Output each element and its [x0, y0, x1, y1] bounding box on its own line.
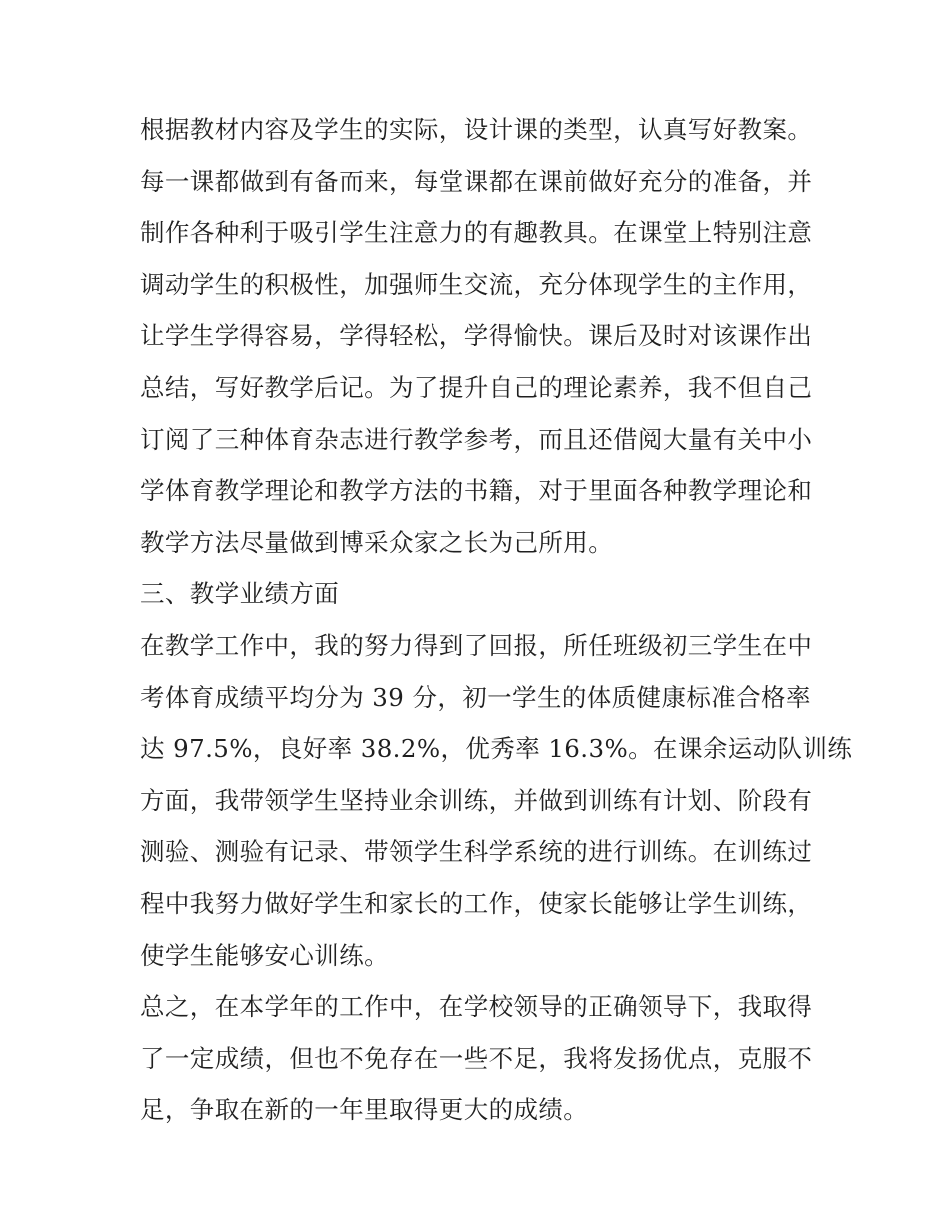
text-line-15: 测验、测验有记录、带领学生科学系统的进行训练。在训练过: [140, 837, 813, 867]
text-line-1: 根据教材内容及学生的实际，设计课的类型，认真写好教案。: [140, 115, 813, 144]
text-line-17: 使学生能够安心训练。: [140, 940, 389, 970]
text-line-2: 每一课都做到有备而来，每堂课都在课前做好充分的准备，并: [140, 166, 813, 196]
text-line-6: 总结，写好教学后记。为了提升自己的理论素养，我不但自己: [140, 372, 813, 402]
text-line-7: 订阅了三种体育杂志进行教学参考，而且还借阅大量有关中小: [140, 424, 813, 454]
document-body: [140, 104, 853, 1136]
text-line-9: 教学方法尽量做到博采众家之长为己所用。: [140, 527, 614, 557]
text-line-13: 达 97.5%，良好率 38.2%，优秀率 16.3%。在课余运动队训练: [140, 734, 853, 764]
text-line-4: 调动学生的积极性，加强师生交流，充分体现学生的主作用，: [140, 269, 813, 299]
text-line-12: 考体育成绩平均分为 39 分，初一学生的体质健康标准合格率: [140, 682, 811, 712]
text-line-20: 足，争取在新的一年里取得更大的成绩。: [140, 1095, 589, 1125]
text-line-16: 程中我努力做好学生和家长的工作，使家长能够让学生训练，: [140, 888, 813, 918]
section-heading: 三、教学业绩方面: [140, 579, 340, 609]
text-line-19: 了一定成绩，但也不免存在一些不足，我将发扬优点，克服不: [140, 1043, 813, 1073]
text-line-18: 总之，在本学年的工作中，在学校领导的正确领导下，我取得: [140, 992, 813, 1022]
text-line-14: 方面，我带领学生坚持业余训练，并做到训练有计划、阶段有: [140, 785, 813, 815]
text-line-8: 学体育教学理论和教学方法的书籍，对于里面各种教学理论和: [140, 476, 813, 506]
text-line-5: 让学生学得容易，学得轻松，学得愉快。课后及时对该课作出: [140, 321, 813, 351]
text-line-3: 制作各种利于吸引学生注意力的有趣教具。在课堂上特别注意: [140, 218, 813, 248]
text-line-11: 在教学工作中，我的努力得到了回报，所任班级初三学生在中: [140, 630, 813, 660]
